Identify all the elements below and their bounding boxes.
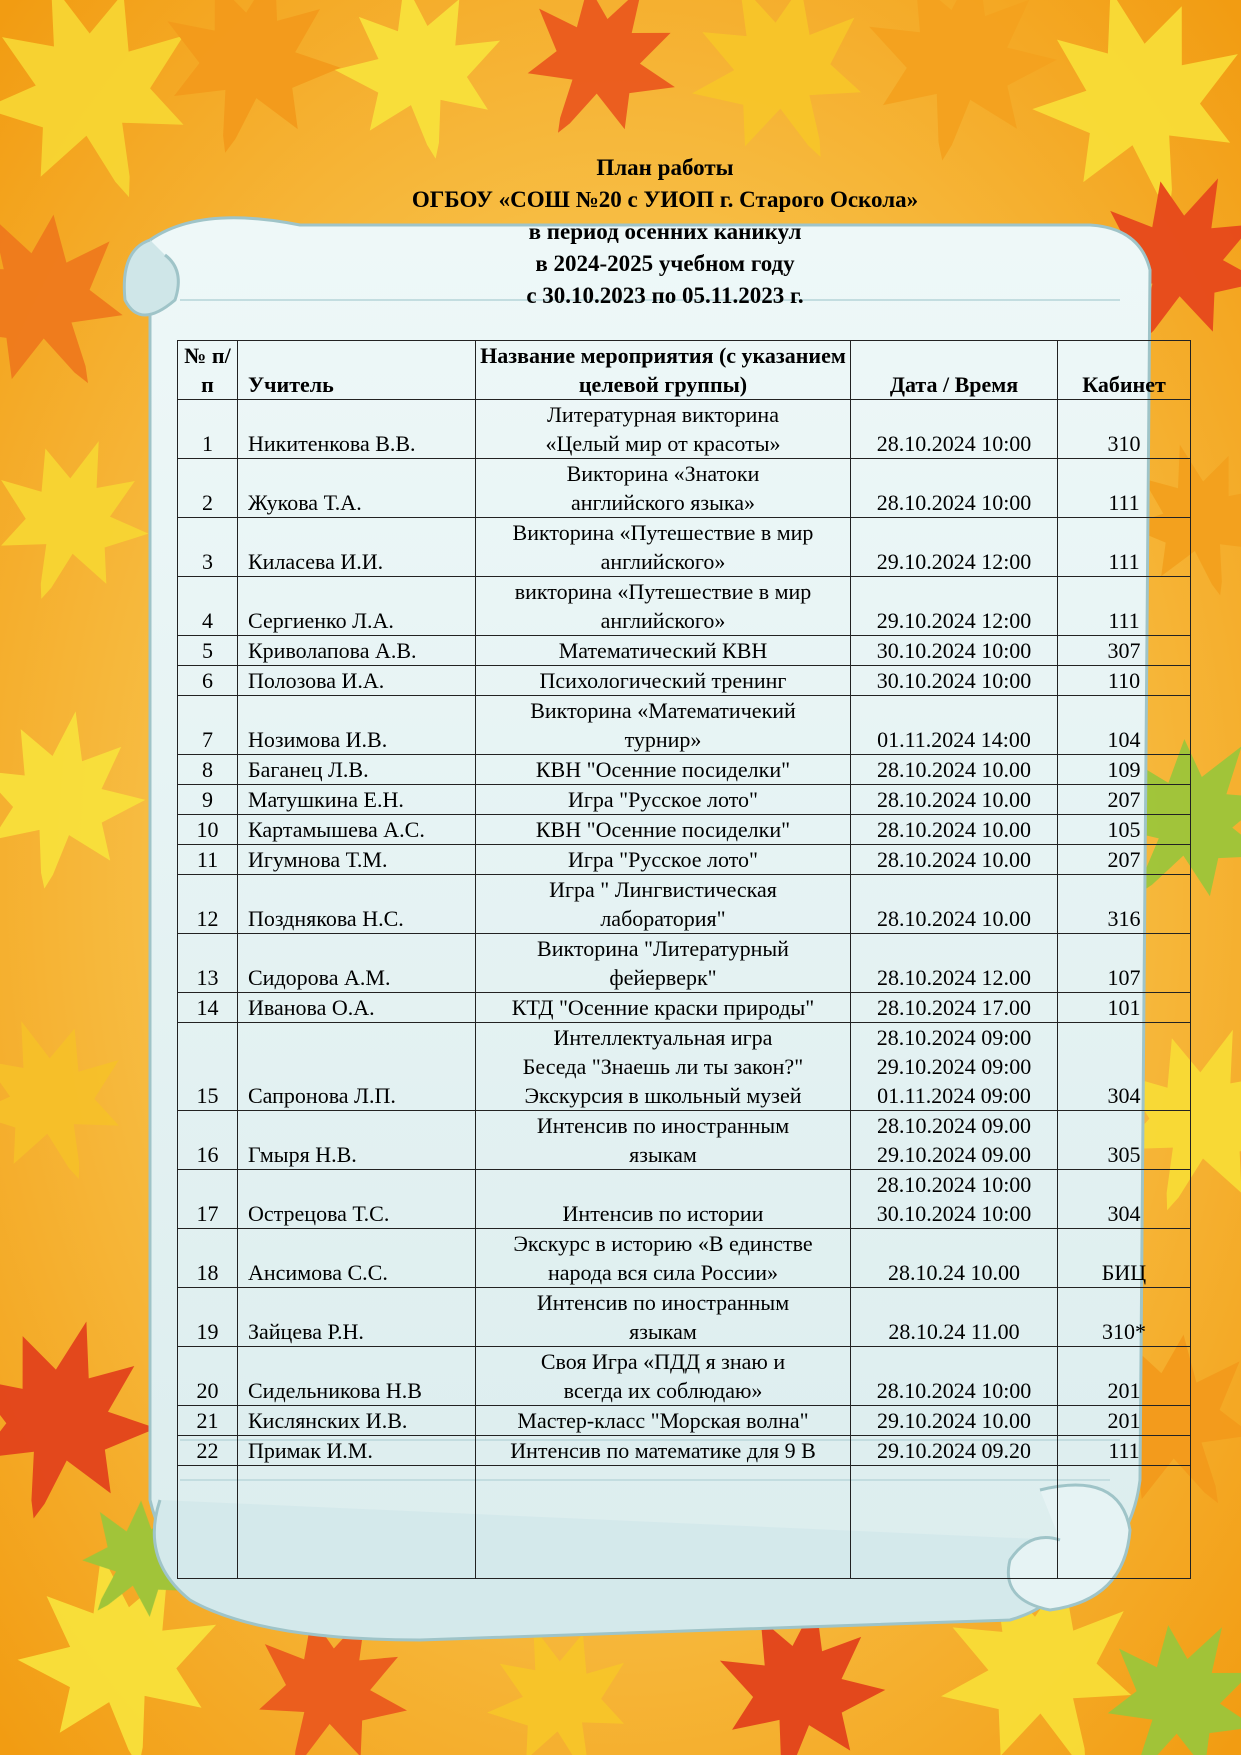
- row-teacher: Кислянских И.В.: [238, 1406, 476, 1436]
- row-teacher: Игумнова Т.М.: [238, 845, 476, 875]
- row-date: [851, 1347, 1058, 1406]
- row-teacher: Никитенкова В.В.: [238, 400, 476, 459]
- table-row: [178, 636, 1191, 666]
- row-teacher: Баганец Л.В.: [238, 755, 476, 785]
- row-date: [851, 1406, 1058, 1436]
- row-event: [476, 696, 851, 755]
- table-row: [178, 518, 1191, 577]
- event-line: лаборатория": [600, 906, 726, 931]
- event-line: Интенсив по истории: [562, 1201, 764, 1226]
- table-row: [178, 459, 1191, 518]
- row-number: 21: [178, 1406, 238, 1436]
- title-line: с 30.10.2023 по 05.11.2023 г.: [526, 283, 804, 308]
- date-line: 29.10.2024 09.20: [877, 1438, 1031, 1463]
- date-line: 28.10.2024 10:00: [876, 1378, 1032, 1403]
- row-number: 5: [178, 636, 238, 666]
- row-event: [476, 1170, 851, 1229]
- row-room: 101: [1058, 993, 1191, 1023]
- row-number: 19: [178, 1288, 238, 1347]
- row-number: 6: [178, 666, 238, 696]
- row-room: 310*: [1058, 1288, 1191, 1347]
- row-number: 1: [178, 400, 238, 459]
- header-room: Кабинет: [1058, 341, 1191, 400]
- table-row: [178, 845, 1191, 875]
- date-line: 28.10.2024 09:00: [876, 1025, 1032, 1050]
- row-room: 109: [1058, 755, 1191, 785]
- table-row: [178, 400, 1191, 459]
- row-number: 11: [178, 845, 238, 875]
- row-teacher: Нозимова И.В.: [238, 696, 476, 755]
- row-event: [476, 875, 851, 934]
- event-line: Интеллектуальная игра: [553, 1025, 773, 1050]
- table-body: [178, 400, 1191, 1579]
- event-line: Игра "Русское лото": [567, 847, 759, 872]
- row-date: [851, 696, 1058, 755]
- event-line: Викторина «Математичекий: [530, 698, 796, 723]
- row-teacher: Сергиенко Л.А.: [238, 577, 476, 636]
- row-teacher: Криволапова А.В.: [238, 636, 476, 666]
- header-event: Название мероприятия (с указанием целевой группы): [476, 341, 851, 400]
- event-line: языкам: [629, 1319, 697, 1344]
- row-event: [476, 755, 851, 785]
- row-number: 12: [178, 875, 238, 934]
- event-line: фейерверк": [609, 965, 717, 990]
- table-row: [178, 1347, 1191, 1406]
- row-number: 10: [178, 815, 238, 845]
- date-line: 28.10.2024 10.00: [877, 787, 1031, 812]
- row-teacher: Иванова О.А.: [238, 993, 476, 1023]
- row-teacher: Картамышева А.С.: [238, 815, 476, 845]
- event-line: Психологический тренинг: [539, 668, 787, 693]
- row-number: 18: [178, 1229, 238, 1288]
- event-line: викторина «Путешествие в мир: [514, 579, 812, 604]
- row-date: [851, 785, 1058, 815]
- date-line: 29.10.2024 09:00: [876, 1054, 1032, 1079]
- row-event: [476, 1436, 851, 1466]
- row-teacher: Сапронова Л.П.: [238, 1023, 476, 1111]
- event-line: Интенсив по иностранным: [536, 1113, 790, 1138]
- event-line: Игра "Русское лото": [567, 787, 759, 812]
- date-line: 30.10.2024 10:00: [876, 668, 1032, 693]
- row-number: 15: [178, 1023, 238, 1111]
- row-room: БИЦ: [1058, 1229, 1191, 1288]
- event-line: Игра " Лингвистическая: [549, 877, 777, 902]
- row-date: [851, 636, 1058, 666]
- row-date: [851, 518, 1058, 577]
- title-line: в 2024-2025 учебном году: [535, 251, 795, 276]
- event-line: КВН "Осенние посиделки": [535, 757, 791, 782]
- date-line: 28.10.2024 17.00: [877, 995, 1031, 1020]
- row-number: 7: [178, 696, 238, 755]
- event-line: турнир»: [624, 727, 702, 752]
- table-row: [178, 993, 1191, 1023]
- row-room: 201: [1058, 1347, 1191, 1406]
- row-teacher: Зайцева Р.Н.: [238, 1288, 476, 1347]
- empty-cell: [476, 1466, 851, 1579]
- row-date: [851, 666, 1058, 696]
- event-line: Литературная викторина: [547, 402, 779, 427]
- row-room: 111: [1058, 459, 1191, 518]
- header-num: № п/п: [178, 341, 238, 400]
- date-line: 28.10.2024 10:00: [876, 431, 1032, 456]
- date-line: 29.10.2024 12:00: [876, 549, 1032, 574]
- row-room: 107: [1058, 934, 1191, 993]
- row-date: [851, 875, 1058, 934]
- row-event: [476, 845, 851, 875]
- table-row: [178, 1406, 1191, 1436]
- row-room: 111: [1058, 1436, 1191, 1466]
- event-line: Викторина «Путешествие в мир: [512, 520, 814, 545]
- event-line: английского»: [600, 608, 726, 633]
- empty-cell: [238, 1466, 476, 1579]
- table-row: [178, 666, 1191, 696]
- table-row: [178, 755, 1191, 785]
- row-number: 17: [178, 1170, 238, 1229]
- event-line: Мастер-класс "Морская волна": [517, 1408, 809, 1433]
- row-room: 304: [1058, 1170, 1191, 1229]
- date-line: 29.10.2024 12:00: [876, 608, 1032, 633]
- row-teacher: Острецова Т.С.: [238, 1170, 476, 1229]
- page-title: [0, 152, 1241, 312]
- row-teacher: Ансимова С.С.: [238, 1229, 476, 1288]
- event-line: Своя Игра «ПДД я знаю и: [540, 1349, 786, 1374]
- empty-row: [178, 1466, 1191, 1579]
- date-line: 30.10.2024 10:00: [876, 638, 1032, 663]
- row-date: [851, 1170, 1058, 1229]
- event-line: языкам: [629, 1142, 697, 1167]
- date-line: 29.10.2024 09.00: [877, 1142, 1031, 1167]
- row-date: [851, 577, 1058, 636]
- row-event: [476, 1288, 851, 1347]
- table-row: [178, 696, 1191, 755]
- row-event: [476, 636, 851, 666]
- row-number: 3: [178, 518, 238, 577]
- row-teacher: Сидорова А.М.: [238, 934, 476, 993]
- event-line: «Целый мир от красоты»: [545, 431, 781, 456]
- row-date: [851, 755, 1058, 785]
- row-teacher: Полозова И.А.: [238, 666, 476, 696]
- row-number: 20: [178, 1347, 238, 1406]
- row-date: [851, 1288, 1058, 1347]
- table-row: [178, 1436, 1191, 1466]
- row-event: [476, 459, 851, 518]
- row-number: 2: [178, 459, 238, 518]
- row-number: 14: [178, 993, 238, 1023]
- row-teacher: Позднякова Н.С.: [238, 875, 476, 934]
- row-event: [476, 934, 851, 993]
- row-teacher: Киласева И.И.: [238, 518, 476, 577]
- event-line: КТД "Осенние краски природы": [511, 995, 815, 1020]
- event-line: КВН "Осенние посиделки": [535, 817, 791, 842]
- row-number: 13: [178, 934, 238, 993]
- title-line: План работы: [596, 155, 734, 180]
- table-header-row: [178, 341, 1191, 400]
- title-line: в период осенних каникул: [528, 219, 802, 244]
- row-room: 307: [1058, 636, 1191, 666]
- date-line: 01.11.2024 14:00: [877, 727, 1031, 752]
- row-date: [851, 459, 1058, 518]
- event-line: английского языка»: [571, 490, 755, 515]
- events-table: [177, 340, 1191, 1579]
- row-room: 110: [1058, 666, 1191, 696]
- row-event: [476, 1111, 851, 1170]
- date-line: 30.10.2024 10:00: [876, 1201, 1032, 1226]
- event-line: всегда их соблюдаю»: [563, 1378, 763, 1403]
- row-event: [476, 1347, 851, 1406]
- header-teacher: Учитель: [238, 341, 476, 400]
- empty-cell: [1058, 1466, 1191, 1579]
- event-line: народа вся сила России»: [547, 1260, 779, 1285]
- row-room: 111: [1058, 518, 1191, 577]
- row-event: [476, 785, 851, 815]
- row-event: [476, 666, 851, 696]
- table-row: [178, 1023, 1191, 1111]
- date-line: 28.10.2024 09.00: [877, 1113, 1031, 1138]
- event-line: Беседа "Знаешь ли ты закон?": [522, 1054, 804, 1079]
- table-row: [178, 1288, 1191, 1347]
- event-line: Интенсив по иностранным: [536, 1290, 790, 1315]
- row-room: 310: [1058, 400, 1191, 459]
- event-line: английского»: [600, 549, 726, 574]
- table-row: [178, 934, 1191, 993]
- table-row: [178, 815, 1191, 845]
- row-teacher: Матушкина Е.Н.: [238, 785, 476, 815]
- empty-cell: [851, 1466, 1058, 1579]
- row-event: [476, 1406, 851, 1436]
- row-date: [851, 400, 1058, 459]
- row-teacher: Примак И.М.: [238, 1436, 476, 1466]
- row-room: 105: [1058, 815, 1191, 845]
- row-room: 304: [1058, 1023, 1191, 1111]
- title-line: ОГБОУ «СОШ №20 с УИОП г. Старого Оскола»: [411, 187, 919, 212]
- row-number: 8: [178, 755, 238, 785]
- row-date: [851, 815, 1058, 845]
- row-event: [476, 400, 851, 459]
- event-line: Викторина «Знатоки: [566, 461, 760, 486]
- row-teacher: Сидельникова Н.В: [238, 1347, 476, 1406]
- event-line: Интенсив по математике для 9 В: [510, 1438, 816, 1463]
- date-line: 28.10.2024 12.00: [877, 965, 1031, 990]
- event-line: Экскурс в историю «В единстве: [513, 1231, 813, 1256]
- date-line: 28.10.2024 10.00: [877, 817, 1031, 842]
- date-line: 28.10.2024 10:00: [876, 1172, 1032, 1197]
- row-date: [851, 1436, 1058, 1466]
- date-line: 28.10.2024 10:00: [876, 490, 1032, 515]
- row-number: 22: [178, 1436, 238, 1466]
- table-row: [178, 785, 1191, 815]
- row-teacher: Жукова Т.А.: [238, 459, 476, 518]
- row-date: [851, 845, 1058, 875]
- table-row: [178, 1170, 1191, 1229]
- row-number: 9: [178, 785, 238, 815]
- date-line: 28.10.2024 10.00: [877, 906, 1031, 931]
- event-line: Викторина "Литературный: [537, 936, 789, 961]
- date-line: 01.11.2024 09:00: [877, 1083, 1031, 1108]
- row-date: [851, 993, 1058, 1023]
- row-room: 111: [1058, 577, 1191, 636]
- date-line: 28.10.24 11.00: [888, 1319, 1020, 1344]
- row-date: [851, 1023, 1058, 1111]
- row-event: [476, 993, 851, 1023]
- row-event: [476, 577, 851, 636]
- row-date: [851, 1229, 1058, 1288]
- row-date: [851, 934, 1058, 993]
- row-teacher: Гмыря Н.В.: [238, 1111, 476, 1170]
- date-line: 28.10.2024 10.00: [877, 847, 1031, 872]
- table-row: [178, 875, 1191, 934]
- header-date: Дата / Время: [851, 341, 1058, 400]
- row-room: 316: [1058, 875, 1191, 934]
- row-room: 305: [1058, 1111, 1191, 1170]
- row-event: [476, 1023, 851, 1111]
- event-line: Экскурсия в школьный музей: [524, 1083, 802, 1108]
- row-room: 104: [1058, 696, 1191, 755]
- row-number: 16: [178, 1111, 238, 1170]
- row-room: 207: [1058, 845, 1191, 875]
- row-date: [851, 1111, 1058, 1170]
- table-row: [178, 577, 1191, 636]
- date-line: 28.10.2024 10.00: [877, 757, 1031, 782]
- row-room: 201: [1058, 1406, 1191, 1436]
- date-line: 28.10.24 10.00: [888, 1260, 1020, 1285]
- row-event: [476, 518, 851, 577]
- table-row: [178, 1111, 1191, 1170]
- empty-cell: [178, 1466, 238, 1579]
- row-event: [476, 815, 851, 845]
- event-line: Математический КВН: [558, 638, 768, 663]
- row-number: 4: [178, 577, 238, 636]
- row-event: [476, 1229, 851, 1288]
- date-line: 29.10.2024 10.00: [877, 1408, 1031, 1433]
- table-row: [178, 1229, 1191, 1288]
- row-room: 207: [1058, 785, 1191, 815]
